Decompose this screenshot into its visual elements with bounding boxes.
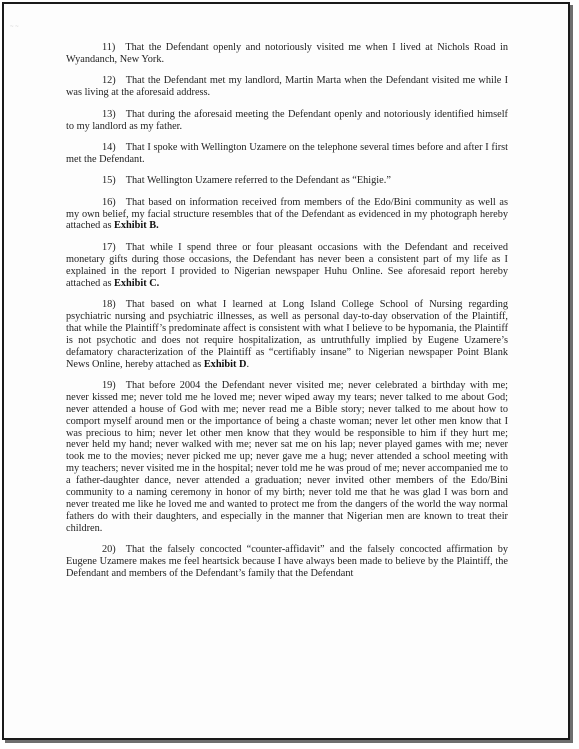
paragraph-11	[66, 42, 508, 66]
paragraph-number: 13)	[102, 108, 116, 120]
paragraph-number: 16)	[102, 196, 116, 208]
paragraph-text: That before 2004 the Defendant never visited me; never celebrated a birthday with me; never kissed me; never told me he loved me; never wiped away my tears; never talked to me about God; never attended a house of God with me; never read me a Bible story; never talked to me about how to comport myself around men or the importance of being a chaste woman; never let other men know that I was precious to him; never let other men know that they would be responsible to him if they hurt me; never held my hand; never walked with me; never sat me on his lap; never played games with me; never took me to the movies; never picked me up; never gave me a hug; never attended a school meeting with my teachers; never visited me in the hospital; never told me he was proud of me; never accompanied me to a father-daughter dance, never attended a graduation; never invited other members of the Edo/Bini community to a naming ceremony in honor of my birth; never told me that he was glad I was born and never treated me like he loved me and wanted to protect me from the dangers of the world the way normal fathers do with their daughters, and especially in the manner that Nigerian men are known to treat their children.	[66, 379, 508, 534]
paragraph-text: That the falsely concocted “counter-affidavit” and the falsely concocted affirmation by Eugene Uzamere makes me feel heartsick because I have always been made to believe by the Plaintiff, the Defendant and members of the Defendant’s family that the Defendant	[66, 544, 508, 580]
paragraph-text: That Wellington Uzamere referred to the Defendant as “Ehigie.”	[125, 175, 391, 187]
paragraph-text: That during the aforesaid meeting the Defendant openly and notoriously identified himself to my landlord as my father.	[66, 108, 508, 132]
exhibit-b-reference: Exhibit B.	[114, 220, 159, 232]
paragraph-number: 12)	[102, 75, 116, 87]
paragraph-20	[66, 544, 508, 580]
paragraph-15	[66, 175, 508, 187]
paragraph-number: 20)	[102, 544, 116, 556]
paragraph-text: That while I spend three or four pleasant occasions with the Defendant and received monetary gifts during those occasions, the Defendant has never been a consistent part of my life as I explained in the report I provided to Nigerian newspaper Huhu Online. See aforesaid report hereby attached as	[66, 241, 508, 289]
paragraph-text: That I spoke with Wellington Uzamere on the telephone several times before and after I first met the Defendant.	[66, 141, 508, 165]
paragraph-16	[66, 197, 508, 233]
paragraph-text: That based on information received from members of the Edo/Bini community as well as my own belief, my facial structure resembles that of the Defendant as evidenced in my photograph hereby attached as	[66, 196, 508, 232]
paragraph-17	[66, 242, 508, 290]
paragraph-13	[66, 109, 508, 133]
paragraph-text: That the Defendant met my landlord, Martin Marta when the Defendant visited me while I was living at the aforesaid address.	[66, 75, 508, 99]
corner-mark: ~ ~	[10, 24, 19, 30]
paragraph-12	[66, 75, 508, 99]
exhibit-c-reference: Exhibit C.	[114, 277, 160, 289]
paragraph-18	[66, 299, 508, 370]
paragraph-number: 17)	[102, 241, 116, 253]
paragraph-number: 18)	[102, 299, 116, 310]
paragraph-text: That based on what I learned at Long Island College School of Nursing regarding psychiatric nursing and psychiatric illnesses, as well as personal day-to-day observation of the Plaintiff, that while the Plaintiff’s predominate affect is consistent with what I believe to be hypomania, the Plaintiff is not psychotic and does not require hospitalization, as untruthfully implied by Eugene Uzamere’s defamatory characterization of the Plaintiff as “certifiably insane” to Nigerian newspaper Point Blank News Online, hereby attached as	[66, 299, 508, 370]
exhibit-d-reference: Exhibit D	[203, 358, 247, 370]
paragraph-19	[66, 380, 508, 535]
paragraph-text: That the Defendant openly and notoriously visited me when I lived at Nichols Road in Wyandanch, New York.	[66, 42, 508, 65]
paragraph-number: 15)	[102, 175, 116, 187]
paragraph-number: 11)	[102, 42, 116, 53]
paragraph-14	[66, 142, 508, 166]
paragraph-tail: .	[246, 358, 250, 370]
document-page	[66, 42, 508, 589]
paragraph-number: 19)	[102, 379, 116, 391]
paragraph-number: 14)	[102, 141, 116, 153]
